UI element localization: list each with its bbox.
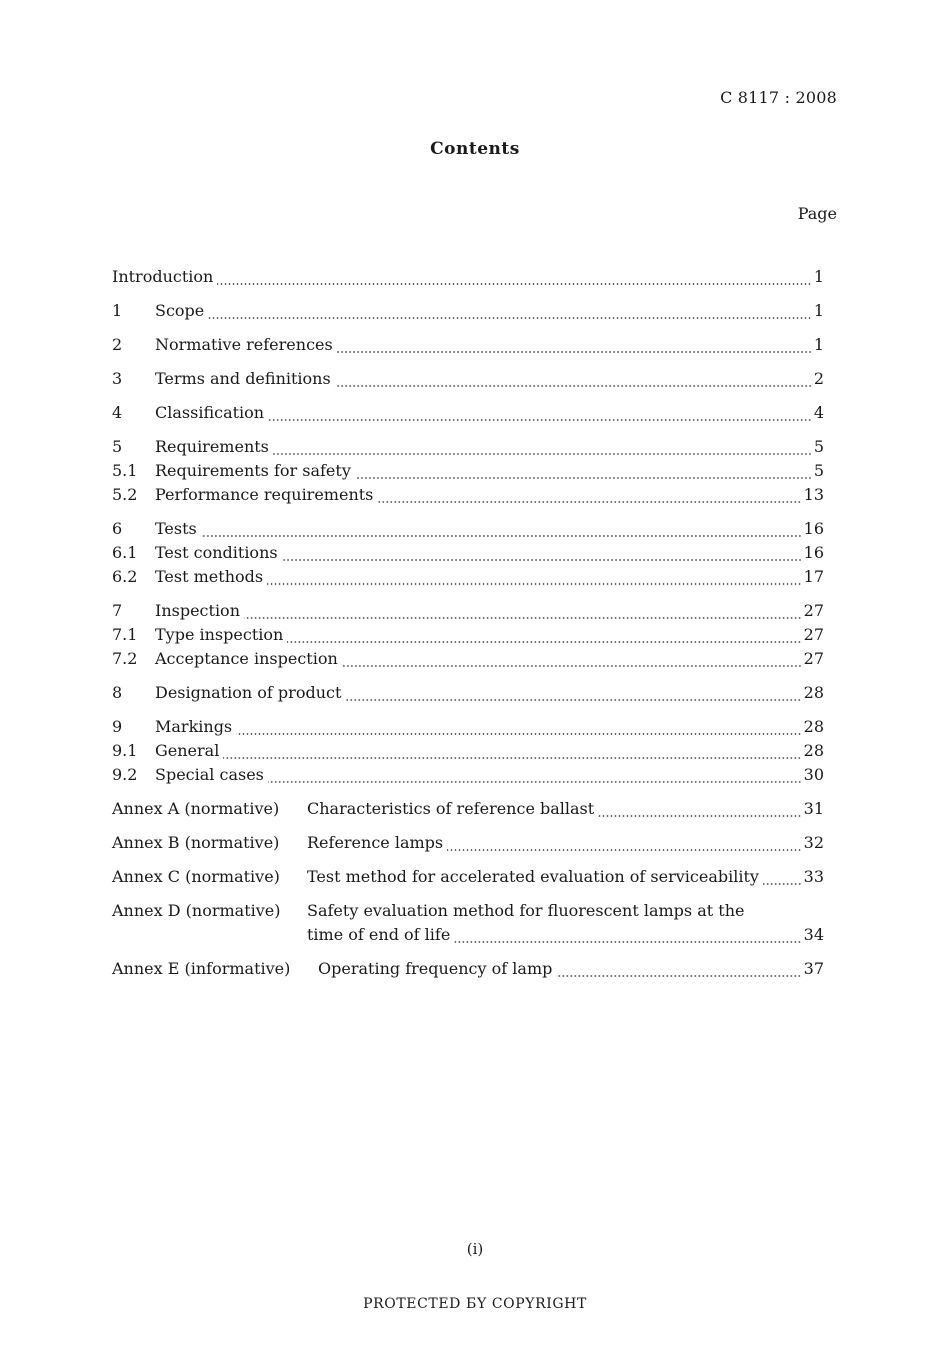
toc-entry-annex-a[interactable] (112, 797, 824, 821)
toc-entry-title: Normative references (155, 335, 333, 354)
toc-entry-page: 13 (803, 485, 824, 504)
dot-leader (377, 501, 801, 503)
dot-leader (342, 665, 802, 667)
toc-entry-title: Type inspection (155, 625, 284, 644)
toc-entry-title: Markings (155, 717, 233, 736)
toc-entry-number: 7.2 (112, 649, 138, 668)
toc-entry-page: 32 (803, 833, 824, 852)
toc-entry-number: 7.1 (112, 625, 138, 644)
toc-entry-title: Scope (155, 301, 205, 320)
dot-leader (763, 883, 802, 885)
toc-entry-annex-d[interactable] (112, 899, 824, 947)
toc-entry-number: 1 (112, 301, 123, 320)
toc-entry-page: 33 (803, 867, 824, 886)
toc-entry-4[interactable] (112, 401, 824, 425)
toc-entry-title: Reference lamps (307, 833, 444, 852)
toc-entry-title: Test method for accelerated evaluation of serviceability (307, 867, 759, 886)
toc-entry-page: 28 (803, 741, 824, 760)
annex-label: Annex B (normative) (112, 833, 280, 852)
toc-entry-page: 37 (803, 959, 824, 978)
annex-label: Annex D (normative) (112, 901, 281, 920)
dot-leader (337, 351, 812, 353)
toc-entry-page: 28 (803, 683, 824, 702)
toc-entry-page: 1 (813, 335, 824, 354)
dot-leader (236, 733, 802, 735)
toc-entry-number: 5.2 (112, 485, 138, 504)
toc-entry-number: 7 (112, 601, 123, 620)
toc-entry-6-1[interactable] (112, 541, 824, 565)
toc-entry-number: 9.2 (112, 765, 138, 784)
dot-leader (244, 617, 802, 619)
dot-leader (268, 419, 812, 421)
toc-entry-page: 27 (803, 601, 824, 620)
toc-entry-5-1[interactable] (112, 459, 824, 483)
dot-leader (201, 535, 802, 537)
toc-entry-annex-c[interactable] (112, 865, 824, 889)
toc-entry-9[interactable] (112, 715, 824, 739)
toc-entry-page: 2 (813, 369, 824, 388)
toc-entry-title: Special cases (155, 765, 264, 784)
toc-entry-1[interactable] (112, 299, 824, 323)
toc-entry-title: Requirements (155, 437, 269, 456)
annex-title-block (307, 899, 824, 947)
annex-label: Annex A (normative) (112, 799, 280, 818)
toc-entry-page: 16 (803, 543, 824, 562)
page-number: (i) (466, 1240, 484, 1258)
toc-entry-2[interactable] (112, 333, 824, 357)
toc-entry-number: 9 (112, 717, 123, 736)
toc-entry-title-line-2-row (307, 923, 824, 947)
toc-entry-number: 5 (112, 437, 123, 456)
toc-entry-number: 4 (112, 403, 123, 422)
dot-leader (267, 583, 802, 585)
dot-leader (556, 975, 801, 977)
dot-leader (268, 781, 802, 783)
toc-entry-title: Terms and definitions (155, 369, 331, 388)
toc-entry-title: Inspection (155, 601, 240, 620)
contents-heading: Contents (430, 139, 520, 159)
toc-entry-page: 27 (803, 649, 824, 668)
toc-entry-title: General (155, 741, 220, 760)
dot-leader (454, 941, 801, 943)
dot-leader (598, 815, 801, 817)
toc-entry-title: Test conditions (155, 543, 278, 562)
toc-entry-page: 34 (803, 925, 824, 944)
toc-entry-page: 28 (803, 717, 824, 736)
toc-entry-title: Designation of product (155, 683, 342, 702)
table-of-contents (112, 265, 824, 981)
toc-entry-page: 27 (803, 625, 824, 644)
dot-leader (345, 699, 801, 701)
toc-entry-title: Introduction (112, 267, 214, 286)
toc-entry-9-2[interactable] (112, 763, 824, 787)
toc-entry-6-2[interactable] (112, 565, 824, 589)
document-identifier: C 8117 : 2008 (720, 88, 837, 107)
copyright-notice: PROTECTED БY COPYRIGHT (363, 1296, 587, 1312)
toc-entry-page: 4 (813, 403, 824, 422)
toc-entry-page: 31 (803, 799, 824, 818)
toc-entry-6[interactable] (112, 517, 824, 541)
page-column-label: Page (797, 204, 837, 223)
toc-entry-number: 3 (112, 369, 123, 388)
toc-entry-3[interactable] (112, 367, 824, 391)
toc-entry-number: 8 (112, 683, 123, 702)
dot-leader (273, 453, 812, 455)
toc-entry-page: 1 (813, 267, 824, 286)
toc-entry-number: 6.2 (112, 567, 138, 586)
toc-entry-annex-e[interactable] (112, 957, 824, 981)
toc-entry-page: 5 (813, 437, 824, 456)
dot-leader (217, 283, 811, 285)
toc-entry-introduction[interactable] (112, 265, 824, 289)
toc-entry-number: 6.1 (112, 543, 138, 562)
toc-entry-title-line-1: Safety evaluation method for fluorescent lamps at the (307, 901, 745, 920)
dot-leader (447, 849, 802, 851)
dot-leader (282, 559, 802, 561)
toc-entry-5-2[interactable] (112, 483, 824, 507)
dot-leader (355, 477, 812, 479)
toc-entry-title: Tests (155, 519, 197, 538)
toc-entry-page: 5 (813, 461, 824, 480)
toc-entry-title: Classification (155, 403, 265, 422)
toc-entry-page: 16 (803, 519, 824, 538)
toc-entry-number: 5.1 (112, 461, 138, 480)
toc-entry-annex-b[interactable] (112, 831, 824, 855)
toc-entry-title: Performance requirements (155, 485, 374, 504)
dot-leader (208, 317, 812, 319)
toc-entry-page: 1 (813, 301, 824, 320)
toc-entry-number: 2 (112, 335, 123, 354)
toc-entry-number: 9.1 (112, 741, 138, 760)
dot-leader (287, 641, 801, 643)
toc-entry-7-1[interactable] (112, 623, 824, 647)
toc-entry-5[interactable] (112, 435, 824, 459)
annex-label: Annex C (normative) (112, 867, 280, 886)
annex-label: Annex E (informative) (112, 959, 291, 978)
toc-entry-title: Operating frequency of lamp (318, 959, 553, 978)
toc-entry-page: 17 (803, 567, 824, 586)
toc-entry-7-2[interactable] (112, 647, 824, 671)
toc-entry-7[interactable] (112, 599, 824, 623)
toc-entry-title: Acceptance inspection (155, 649, 338, 668)
dot-leader (335, 385, 812, 387)
toc-entry-8[interactable] (112, 681, 824, 705)
toc-entry-title: Test methods (155, 567, 264, 586)
toc-entry-9-1[interactable] (112, 739, 824, 763)
toc-entry-title: Characteristics of reference ballast (307, 799, 595, 818)
toc-entry-page: 30 (803, 765, 824, 784)
dot-leader (223, 757, 801, 759)
toc-entry-title: Requirements for safety (155, 461, 351, 480)
toc-entry-number: 6 (112, 519, 123, 538)
toc-entry-title-line-2: time of end of life (307, 925, 451, 944)
